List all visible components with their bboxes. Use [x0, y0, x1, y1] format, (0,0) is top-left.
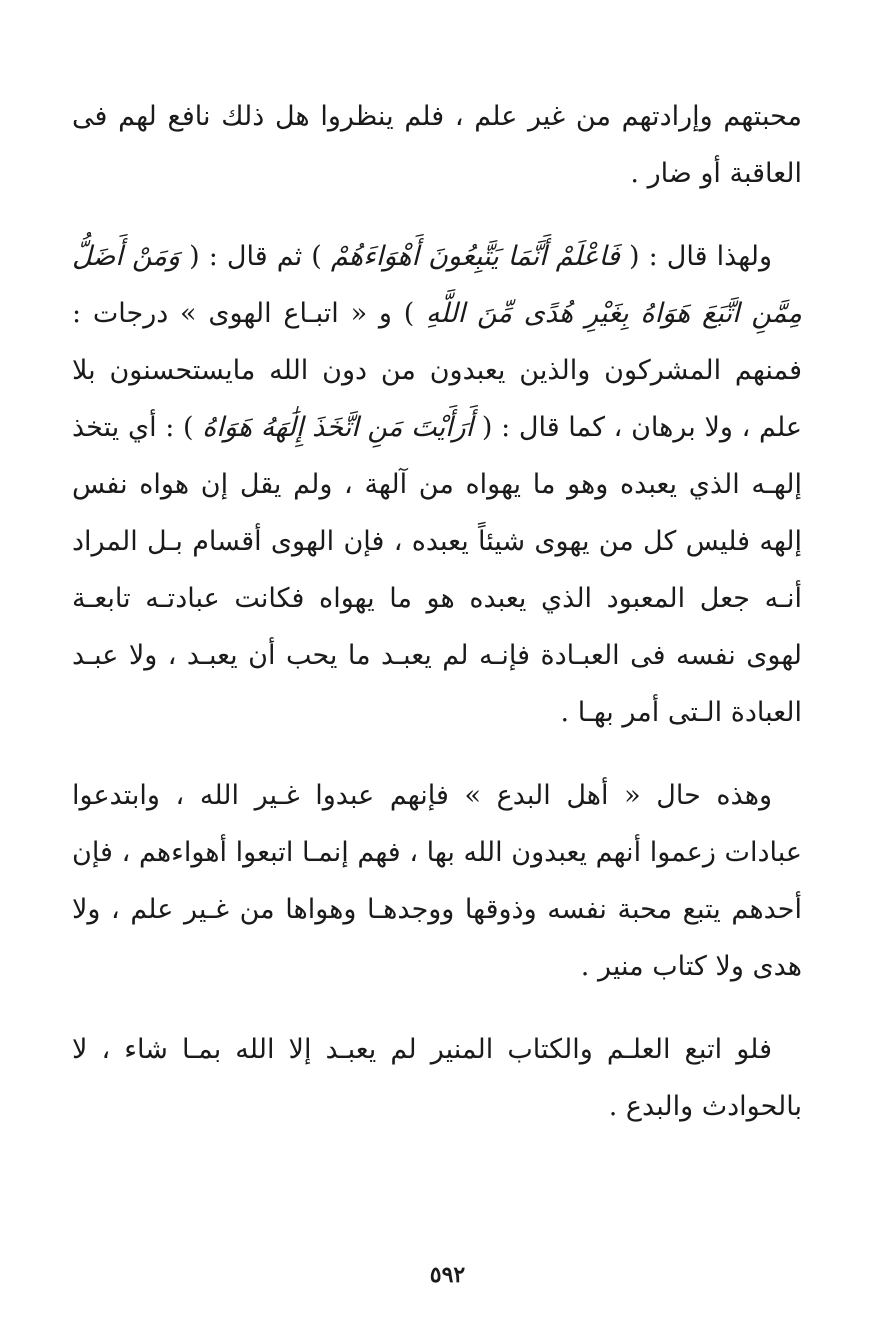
- text-segment: فلو اتبع العلـم والكتاب المنير لم يعبـد إلا الله بمـا شاء ، لا بالحوادث والبدع .: [72, 1034, 802, 1122]
- text-segment: ) ثم قال : (: [180, 241, 331, 272]
- page-number: ٥٩٢: [429, 1262, 466, 1288]
- text-segment: ) و « اتبـاع الهوى » درجات : فمنهم المشركون والذين يعبدون من دون الله مايستحسنون بلا علم ، ولا برهان ، كما قال : (: [72, 298, 802, 443]
- text-segment: ولهذا قال : (: [619, 241, 772, 272]
- page-body: [72, 88, 802, 1161]
- paragraph-2: [72, 228, 802, 741]
- paragraph-3: [72, 767, 802, 995]
- quran-verse: أَرَأَيْتَ مَنِ اتَّخَذَ إِلَٰهَهُ هَوَاهُ: [202, 412, 474, 443]
- quran-verse: وَمَنْ أَضَلُّ مِمَّنِ اتَّبَعَ هَوَاهُ بِغَيْرِ هُدًى مِّنَ اللَّهِ: [72, 241, 802, 329]
- paragraph-1: [72, 88, 802, 202]
- text-segment: محبتهم وإرادتهم من غير علم ، فلم ينظروا هل ذلك نافع لهم فى العاقبة أو ضار .: [72, 101, 802, 189]
- quran-verse: فَاعْلَمْ أَنَّمَا يَتَّبِعُونَ أَهْوَاءَهُمْ: [330, 241, 620, 272]
- text-segment: ) : أي يتخذ إلهـه الذي يعبده وهو ما يهواه من آلهة ، ولم يقل إن هواه نفس إلهه فليس كل من يهوى شيئاً يعبده ، فإن الهوى أقسام بـل المراد أنـه جعل المعبود الذي يعبده هو ما يهواه فكانت عبادتـه تابعـة لهوى نفسه فى العبـادة فإنـه لم يعبـد ما يحب أن يعبـد ، ولا عبـد العبادة الـتى أمر بهـا .: [72, 412, 802, 728]
- text-segment: وهذه حال « أهل البدع » فإنهم عبدوا غـير الله ، وابتدعوا عبادات زعموا أنهم يعبدون الله بها ، فهم إنمـا اتبعوا أهواءهم ، فإن أحدهم يتبع محبة نفسه وذوقها ووجدهـا وهواها من غـير علم ، ولا هدى ولا كتاب منير .: [72, 780, 802, 982]
- paragraph-4: [72, 1021, 802, 1135]
